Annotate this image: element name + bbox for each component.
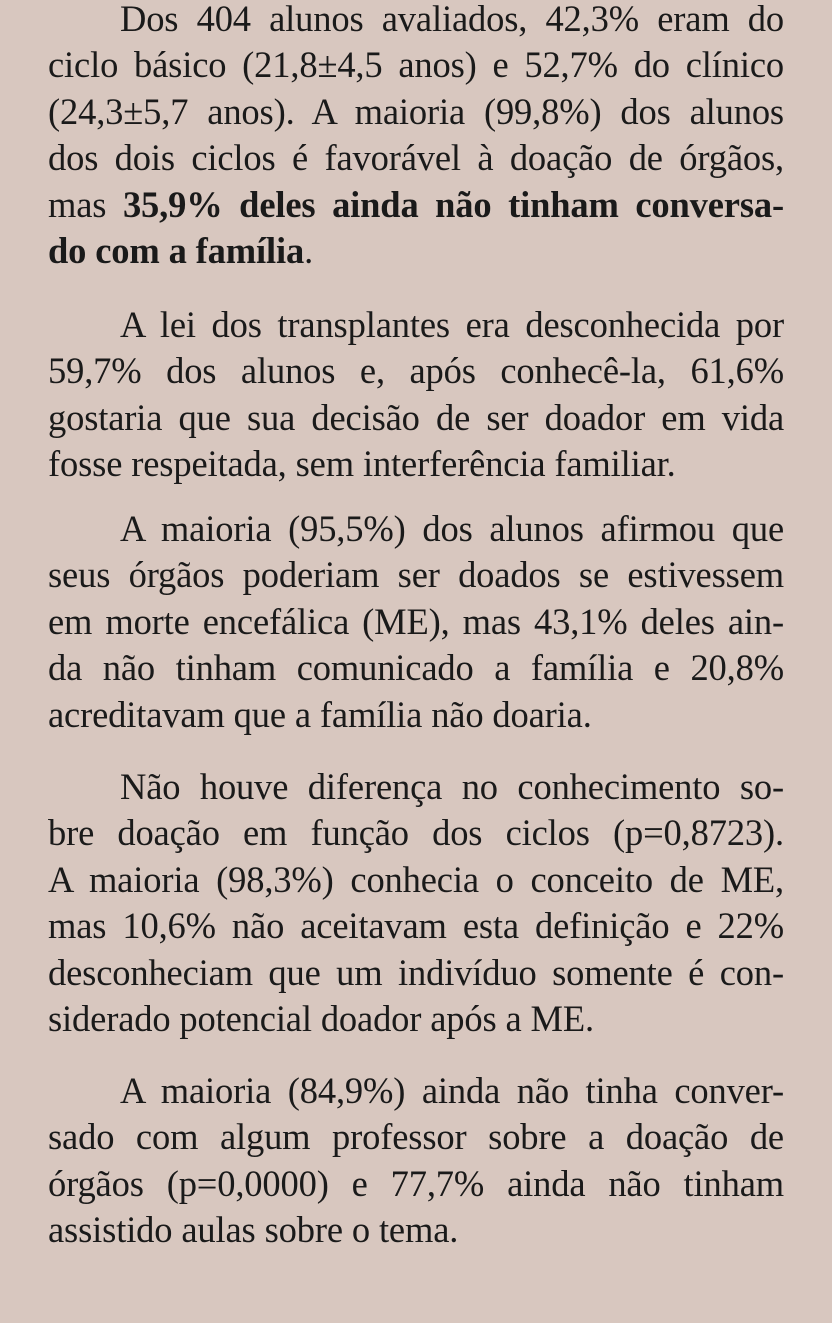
text-line: assistido aulas sobre o tema.	[48, 1209, 459, 1251]
text-line: (24,3±5,7 anos). A maioria (99,8%) dos alunos	[48, 90, 784, 132]
emphasis-text: 35,9% deles ainda não tinham conversa-	[122, 183, 784, 225]
text-line: siderado potencial doador após a ME.	[48, 998, 594, 1040]
text-span: .	[304, 230, 314, 272]
text-line: Dos 404 alunos avaliados, 42,3% eram do	[120, 0, 784, 39]
text-line: em morte encefálica (ME), mas 43,1% deles ain-	[48, 600, 784, 642]
text-line: fosse respeitada, sem interferência familiar.	[48, 443, 676, 485]
text-line: ciclo básico (21,8±4,5 anos) e 52,7% do clínico	[48, 44, 784, 86]
text-line: A maioria (95,5%) dos alunos afirmou que	[120, 508, 784, 549]
text-line: A maioria (84,9%) ainda não tinha conver-	[120, 1070, 784, 1111]
text-line: acreditavam que a família não doaria.	[48, 693, 592, 735]
text-line: gostaria que sua decisão de ser doador em vida	[48, 396, 784, 438]
text-line: sado com algum professor sobre a doação de	[48, 1116, 784, 1158]
text-line: A maioria (98,3%) conhecia o conceito de ME,	[48, 858, 784, 900]
paragraph-brain-death-donation	[48, 506, 784, 738]
text-line: 59,7% dos alunos e, após conhecê-la, 61,6%	[48, 350, 784, 392]
paragraph-teaching	[48, 1068, 784, 1254]
paragraph-knowledge-by-cycle	[48, 764, 784, 1042]
text-line: Não houve diferença no conhecimento so-	[120, 766, 784, 807]
text-line: seus órgãos poderiam ser doados se estivessem	[48, 554, 784, 596]
text-line: da não tinham comunicado a família e 20,8%	[48, 647, 784, 689]
text-line: mas 10,6% não aceitavam esta definição e 22%	[48, 905, 784, 947]
paragraph-results-overview	[48, 0, 784, 274]
text-line: bre doação em função dos ciclos (p=0,8723).	[48, 812, 784, 854]
emphasis-text: do com a família	[48, 230, 305, 272]
text-line: dos dois ciclos é favorável à doação de órgãos,	[48, 137, 784, 179]
text-line: A lei dos transplantes era desconhecida por	[120, 304, 784, 345]
text-line: órgãos (p=0,0000) e 77,7% ainda não tinham	[48, 1162, 784, 1204]
text-span: mas	[48, 183, 123, 225]
text-line	[48, 182, 784, 228]
text-line: desconheciam que um indivíduo somente é con-	[48, 951, 784, 993]
paragraph-transplant-law	[48, 302, 784, 488]
text-line	[48, 228, 784, 274]
